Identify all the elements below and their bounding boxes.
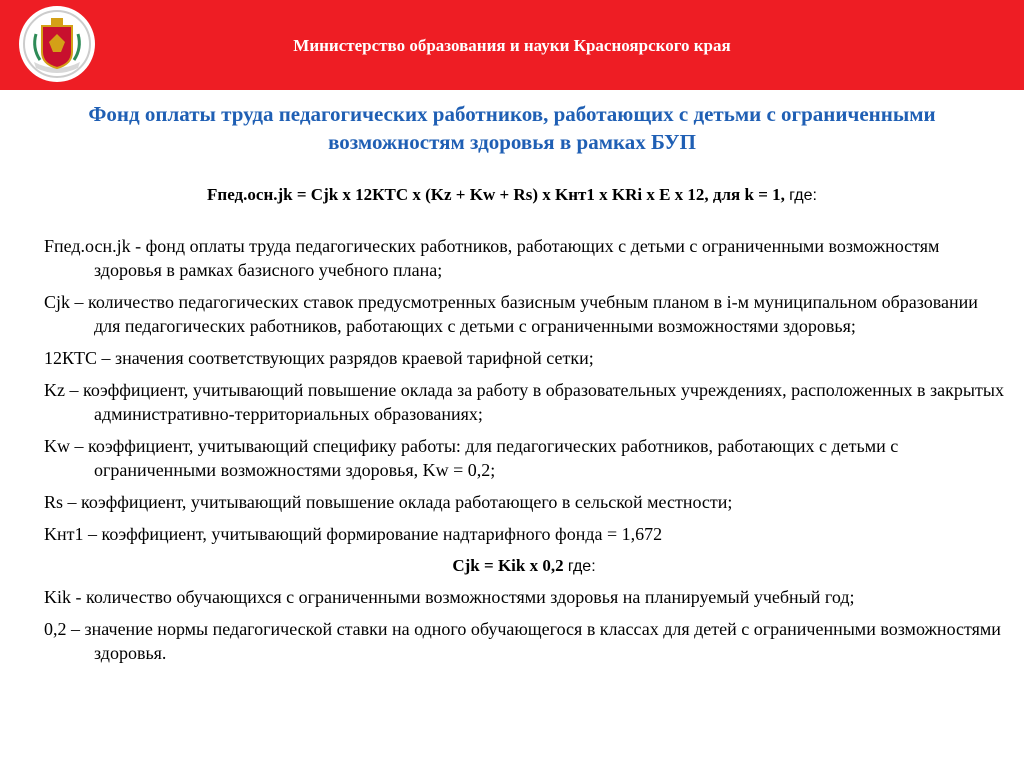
secondary-formula-expression: Cjk = Kik x 0,2 (452, 556, 568, 575)
definition-item: Kнт1 – коэффициент, учитывающий формирование надтарифного фонда = 1,672 (44, 524, 663, 544)
page-title: Фонд оплаты труда педагогических работников, работающих с детьми с ограниченными возможностям здоровья в рамках БУП (88, 102, 936, 154)
ministry-title: Министерство образования и науки Красноярского края (293, 36, 731, 55)
secondary-formula-tail: где: (567, 558, 596, 575)
definition-item: Kik - количество обучающихся с ограниченными возможностями здоровья на планируемый учебный год; (44, 587, 855, 607)
definition-item: Kz – коэффициент, учитывающий повышение оклада за работу в образовательных учреждениях, расположенных в закрытых административно-территориальных образованиях; (44, 380, 1004, 424)
definition-item: 12КТС – значения соответствующих разрядов краевой тарифной сетки; (44, 348, 594, 368)
header-bar (0, 0, 1024, 90)
definition-item: Kw – коэффициент, учитывающий специфику работы: для педагогических работников, работающих с детьми с ограниченными возможностями здоровья, Kw = 0,2; (44, 436, 899, 480)
definition-item: Cjk – количество педагогических ставок предусмотренных базисным учебным планом в i-м муниципальном образовании для педагогических работников, работающих с детьми с ограниченными возможностями здоровья; (44, 292, 978, 336)
definition-item: Fпед.осн.jk - фонд оплаты труда педагогических работников, работающих с детьми с ограниченными возможностям здоровья в рамках базисного учебного плана; (44, 236, 940, 280)
definition-item: Rs – коэффициент, учитывающий повышение оклада работающего в сельской местности; (44, 492, 733, 512)
secondary-formula (44, 554, 1004, 579)
definition-item: 0,2 – значение нормы педагогической ставки на одного обучающегося в классах для детей с ограниченными возможностями здоровья. (44, 619, 1001, 663)
main-formula-tail: где: (789, 187, 817, 204)
definitions-list (44, 234, 1004, 673)
main-formula-expression: Fпед.осн.jk = Cjk x 12КТС x (Kz + Kw + Rs) x Kнт1 x KRi x E x 12, для k = 1, (207, 185, 790, 204)
main-formula (0, 185, 1024, 205)
